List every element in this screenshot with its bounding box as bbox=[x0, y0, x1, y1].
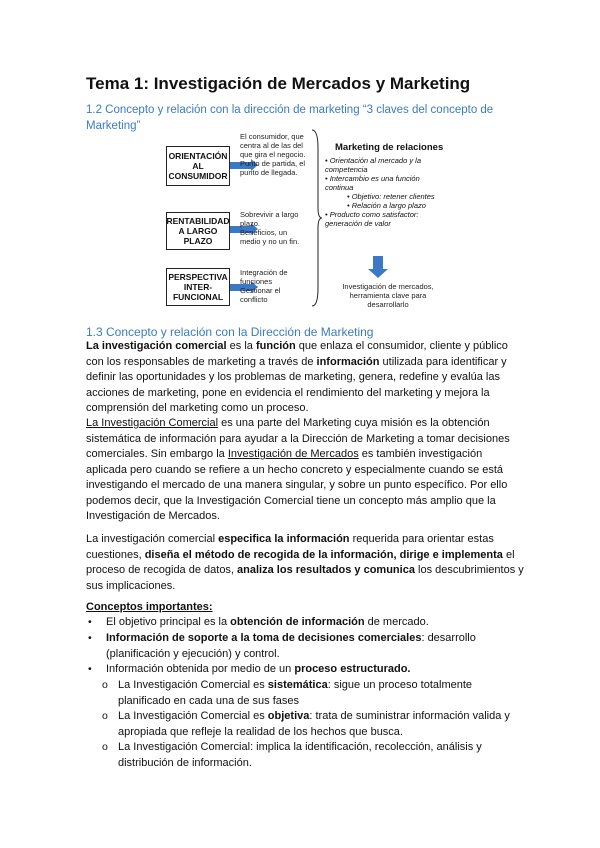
concept-item-2: Información de soporte a la toma de decisiones comerciales: desarrollo (planificación y ejecución) y control. bbox=[106, 632, 476, 660]
concept-sub-item-2: La Investigación Comercial es objetiva: trata de suministrar información valida y apropiada que refleje la realidad de los hechos que busca. bbox=[118, 710, 510, 738]
bullet-icon: • bbox=[88, 663, 92, 675]
sub-bullet-icon: o bbox=[102, 679, 108, 691]
paragraph-3: La investigación comercial especifica la información requerida para orientar estas cuestiones, diseña el método de recogida de la información, dirige e implementa el proceso de recogida de datos, analiza los resultados y comunica los descubrimientos y sus implicaciones. bbox=[86, 533, 524, 592]
bullet-icon: • bbox=[88, 616, 92, 628]
box-rentabilidad: RENTABILIDAD A LARGO PLAZO bbox=[166, 212, 230, 250]
note-orientacion: El consumidor, que centra al de las del que gira el negocio. Punto de partida, el punto de llegada. bbox=[240, 132, 306, 177]
box-orientacion: ORIENTACIÓN AL CONSUMIDOR bbox=[166, 146, 230, 186]
sub-bullet-icon: o bbox=[102, 710, 108, 722]
page-title: Tema 1: Investigación de Mercados y Marketing bbox=[86, 74, 471, 93]
section-heading-1-2: 1.2 Concepto y relación con la dirección de marketing “3 claves del concepto de Marketing” bbox=[86, 104, 494, 132]
marketing-relaciones-title: Marketing de relaciones bbox=[335, 142, 444, 153]
sub-bullet-icon: o bbox=[102, 741, 108, 753]
arrow-down-icon bbox=[373, 256, 383, 270]
marketing-relaciones-list: • Orientación al mercado y la competencia • Intercambio es una función continua • Objetivo: retener clientes • Relación a largo plazo • Producto como satisfactor: generación de valor bbox=[325, 156, 435, 228]
bullet-icon: • bbox=[88, 632, 92, 644]
concept-sub-item-3: La Investigación Comercial: implica la identificación, recolección, análisis y distribución de información. bbox=[118, 741, 482, 769]
marketing-diagram bbox=[160, 128, 460, 318]
curly-brace-icon bbox=[310, 128, 322, 308]
concept-item-3: Información obtenida por medio de un proceso estructurado. bbox=[106, 663, 411, 675]
paragraph-1: La investigación comercial es la función que enlaza el consumidor, cliente y público con los responsables de marketing a través de información utilizada para identificar y definir las oportunidades y los problemas de marketing, genera, redefine y evalúa las acciones de marketing, pone en evidencia el rendimiento del marketing y mejora la comprensión del marketing como un proceso. bbox=[86, 340, 508, 414]
concept-item-1: El objetivo principal es la obtención de información de mercado. bbox=[106, 616, 429, 628]
note-perspectiva: Integración de funciones Gestionar el conflicto bbox=[240, 268, 288, 304]
paragraph-2: La Investigación Comercial es una parte del Marketing cuya misión es la obtención sistemática de información para ayudar a la Dirección de Marketing a tomar decisiones comerciales. Sin embargo la Investigación de Mercados es también investigación aplicada pero cuando se refiere a un hecho concreto y especialmente cuando se está investigando el mercado de una manera singular, y sobre un punto específico. Por ello podemos decir, que la Investigación Comercial tiene un concepto más amplio que la Investigación de Mercados. bbox=[86, 417, 510, 522]
diagram-bottom-text: Investigación de mercados, herramienta clave para desarrollarlo bbox=[342, 282, 434, 309]
section-heading-1-3: 1.3 Concepto y relación con la Dirección de Marketing bbox=[86, 325, 374, 339]
note-rentabilidad: Sobrevivir a largo plazo. Beneficios, un medio y no un fin. bbox=[240, 210, 300, 246]
concept-sub-item-1: La Investigación Comercial es sistemática: sigue un proceso totalmente planificado en cada una de sus fases bbox=[118, 679, 473, 707]
box-perspectiva: PERSPECTIVA INTER-FUNCIONAL bbox=[166, 268, 230, 306]
conceptos-heading: Conceptos importantes: bbox=[86, 601, 213, 613]
